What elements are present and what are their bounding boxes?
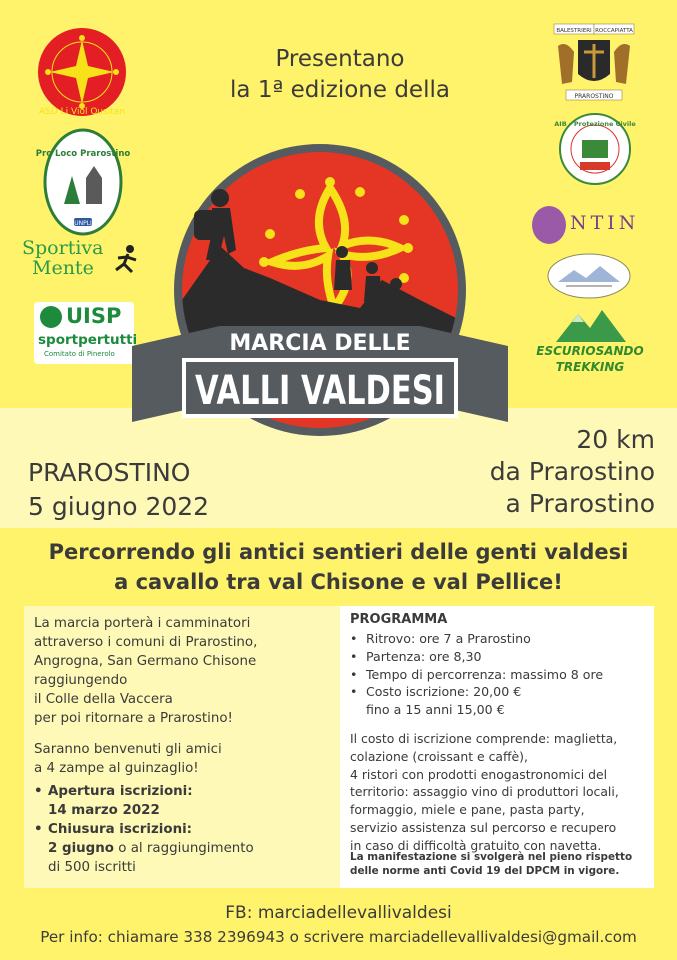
uisp-logo — [34, 302, 138, 364]
includes-line: formaggio, miele e pane, pasta party, — [350, 802, 585, 818]
bell-tower-icon — [86, 178, 102, 204]
protezione-text: AIB - Protezione Civile — [554, 120, 636, 128]
trekking-text: TREKKING — [555, 360, 625, 374]
ntin-fruit-icon — [532, 206, 566, 244]
oval-landscape-logo — [546, 252, 632, 300]
programma-title: PROGRAMMA — [350, 612, 448, 627]
includes-line: colazione (croissant e caffè), — [350, 748, 528, 764]
escuriosando-text: ESCURIOSANDO — [536, 344, 644, 358]
pets-line: a 4 zampe al guinzaglio! — [34, 761, 199, 776]
event-distance — [430, 424, 655, 520]
includes-line: Il costo di iscrizione comprende: maglietta, — [350, 731, 618, 746]
event-place: PRAROSTINO — [28, 458, 191, 487]
includes-line: 4 ristori con prodotti enogastronomici del — [350, 766, 608, 782]
route-description — [34, 614, 334, 728]
opening-date: 14 marzo 2022 — [48, 803, 160, 818]
programma-cost-under15: fino a 15 anni 15,00 € — [366, 702, 505, 718]
closing-date: 2 giugno — [48, 841, 115, 856]
route-line-1: da Prarostino — [489, 457, 655, 486]
programma-item: • Tempo di percorrenza: massimo 8 ore — [350, 666, 650, 684]
building-icon — [582, 140, 608, 158]
balestrieri-roccapiatta-logo — [548, 22, 640, 104]
roccapiatta-text: ROCCAPIATTA — [595, 28, 633, 34]
pets-welcome — [34, 740, 334, 778]
emblem-line-2: VALLI VALDESI — [195, 368, 445, 414]
opening-label: • Apertura iscrizioni: — [34, 782, 334, 801]
event-date: 5 giugno 2022 — [28, 492, 210, 521]
escuriosando-trekking-logo — [536, 308, 644, 380]
route-description-line: per poi ritornare a Prarostino! — [34, 711, 233, 726]
registration-dates — [34, 782, 334, 877]
route-description-line: raggiungendo — [34, 673, 128, 688]
ntin-text: NTIN — [570, 212, 640, 234]
route-description-line: il Colle della Vaccera — [34, 692, 173, 707]
uisp-committee-text: Comitato di Pinerolo — [44, 350, 115, 358]
programma-list — [350, 630, 650, 719]
event-place-date — [28, 456, 209, 524]
pro-loco-prarostino-logo — [35, 126, 131, 238]
mente-text: Mente — [32, 257, 94, 279]
prarostino-logo-text: PRAROSTINO — [574, 93, 614, 100]
route-description-line: La marcia porterà i camminatori — [34, 616, 251, 631]
route-description-line: attraverso i comuni di Prarostino, — [34, 635, 258, 650]
asd-logo-text: ASD Li Viol Ousitan — [38, 107, 126, 117]
ntin-logo — [532, 206, 656, 246]
route-line-2: a Prarostino — [505, 489, 655, 518]
header-line-1: Presentano — [275, 46, 405, 72]
slogan — [10, 537, 667, 597]
programma-includes — [350, 730, 650, 855]
header-line-2: la 1ª edizione della — [230, 77, 450, 103]
covid-note — [350, 850, 650, 878]
covid-note-line: delle norme anti Covid 19 del DPCM in vigore. — [350, 865, 620, 877]
sportiva-text: Sportiva — [22, 237, 104, 259]
closing-count: di 500 iscritti — [48, 860, 136, 875]
uisp-globe-icon — [40, 306, 62, 328]
uisp-sub-text: sportpertutti — [38, 332, 138, 348]
mountain-peaks-icon — [556, 308, 626, 342]
closing-mid: o al raggiungimento — [114, 841, 254, 856]
includes-line: territorio: assaggio vino di produttori locali, — [350, 784, 619, 800]
pets-line: Saranno benvenuti gli amici — [34, 742, 222, 757]
asd-li-viol-ousitan-logo — [36, 26, 128, 118]
closing-label: • Chiusura iscrizioni: — [34, 820, 334, 839]
marcia-emblem — [120, 150, 520, 450]
uisp-text: UISP — [66, 304, 122, 328]
facebook-handle: FB: marciadellevallivaldesi — [225, 903, 452, 923]
distance-value: 20 km — [576, 425, 655, 454]
header-presentano — [200, 44, 480, 106]
slogan-line-1: Percorrendo gli antici sentieri delle genti valdesi — [48, 540, 629, 564]
programma-item: • Partenza: ore 8,30 — [350, 648, 650, 666]
programma-item: • Ritrovo: ore 7 a Prarostino — [350, 630, 650, 648]
closing-line — [34, 839, 334, 858]
left-animal-icon — [558, 44, 574, 84]
covid-note-line: La manifestazione si svolgerà nel pieno rispetto — [350, 851, 633, 863]
includes-line: in caso di difficoltà gratuito con navetta. — [350, 837, 602, 853]
right-animal-icon — [614, 44, 630, 84]
contact-info: Per info: chiamare 338 2396943 o scrivere marciadellevallivaldesi@gmail.com — [40, 928, 637, 946]
emblem-line-1: MARCIA DELLE — [229, 331, 411, 356]
slogan-line-2: a cavallo tra val Chisone e val Pellice! — [114, 570, 563, 594]
includes-line: servizio assistenza sul percorso e recupero — [350, 819, 617, 835]
unpli-text: UNPLI — [74, 220, 92, 227]
programma-item: • Costo iscrizione: 20,00 € — [350, 683, 650, 701]
balestrieri-text: BALESTRIERI — [556, 28, 592, 34]
proloco-text: Pro Loco Prarostino — [35, 149, 131, 159]
protezione-civile-logo — [554, 112, 636, 186]
route-description-line: Angrogna, San Germano Chisone — [34, 654, 257, 669]
